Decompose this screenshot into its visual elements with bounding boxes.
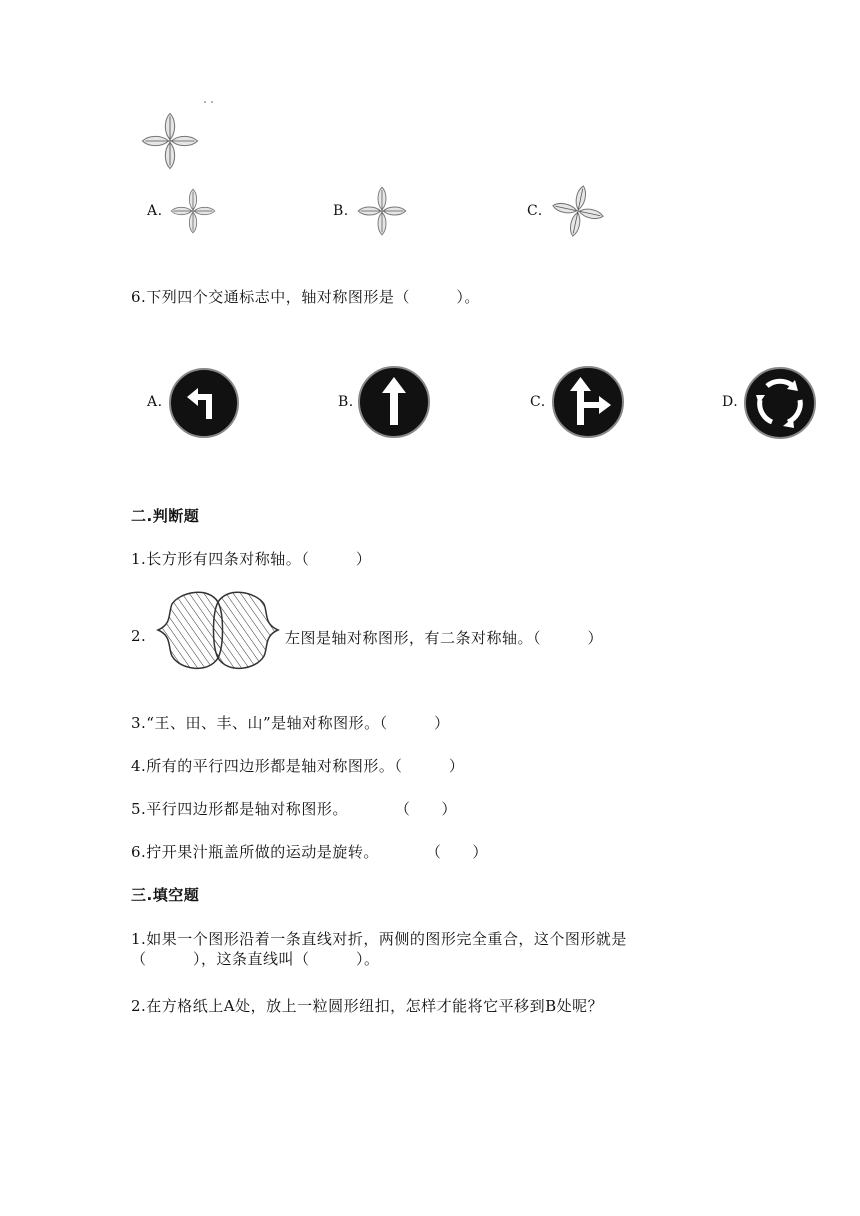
option-b-label: B. [333,203,349,219]
roundabout-sign-icon[interactable] [743,366,817,440]
section-2-question-2-text: 左图是轴对称图形，有二条对称轴。（ ） [285,629,604,647]
pinwheel-option-b-icon[interactable] [356,186,408,236]
straight-sign-icon[interactable] [357,365,431,439]
option-a-label: A. [147,203,163,219]
option-c-label: C. [527,203,543,219]
section-2-question-1: 1.长方形有四条对称轴。（ ） [131,550,372,568]
section-2-question-6: 6.拧开果汁瓶盖所做的运动是旋转。 （ ） [131,843,488,861]
pinwheel-option-a-icon[interactable] [170,188,216,234]
sign-option-d-label: D. [722,394,739,410]
section-2-title: 二.判断题 [131,507,200,525]
top-dots [203,100,215,104]
section-2-question-3: 3.“王、田、丰、山”是轴对称图形。（ ） [131,714,450,732]
pinwheel-option-c-icon[interactable] [551,184,605,238]
section-3-question-1-line-2: （ ），这条直线叫（ ）。 [131,950,380,968]
section-2-question-2-number: 2. [131,627,147,645]
sign-option-a-label: A. [147,394,163,410]
pinwheel-icon [140,112,200,170]
section-3-question-2: 2.在方格纸上A处，放上一粒圆形纽扣，怎样才能将它平移到B处呢？ [131,997,604,1015]
straight-or-right-sign-icon[interactable] [551,365,625,439]
section-3-title: 三.填空题 [131,886,200,904]
sign-option-b-label: B. [338,394,354,410]
butterfly-figure-icon [150,590,286,672]
section-3-question-1-line-1: 1.如果一个图形沿着一条直线对折，两侧的图形完全重合，这个图形就是 [131,930,627,948]
turn-left-sign-icon[interactable] [168,367,240,439]
section-2-question-4: 4.所有的平行四边形都是轴对称图形。（ ） [131,757,465,775]
section-2-question-5: 5.平行四边形都是轴对称图形。 （ ） [131,800,457,818]
sign-option-c-label: C. [530,394,546,410]
question-6-text: 6.下列四个交通标志中，轴对称图形是（ ）。 [131,288,480,306]
